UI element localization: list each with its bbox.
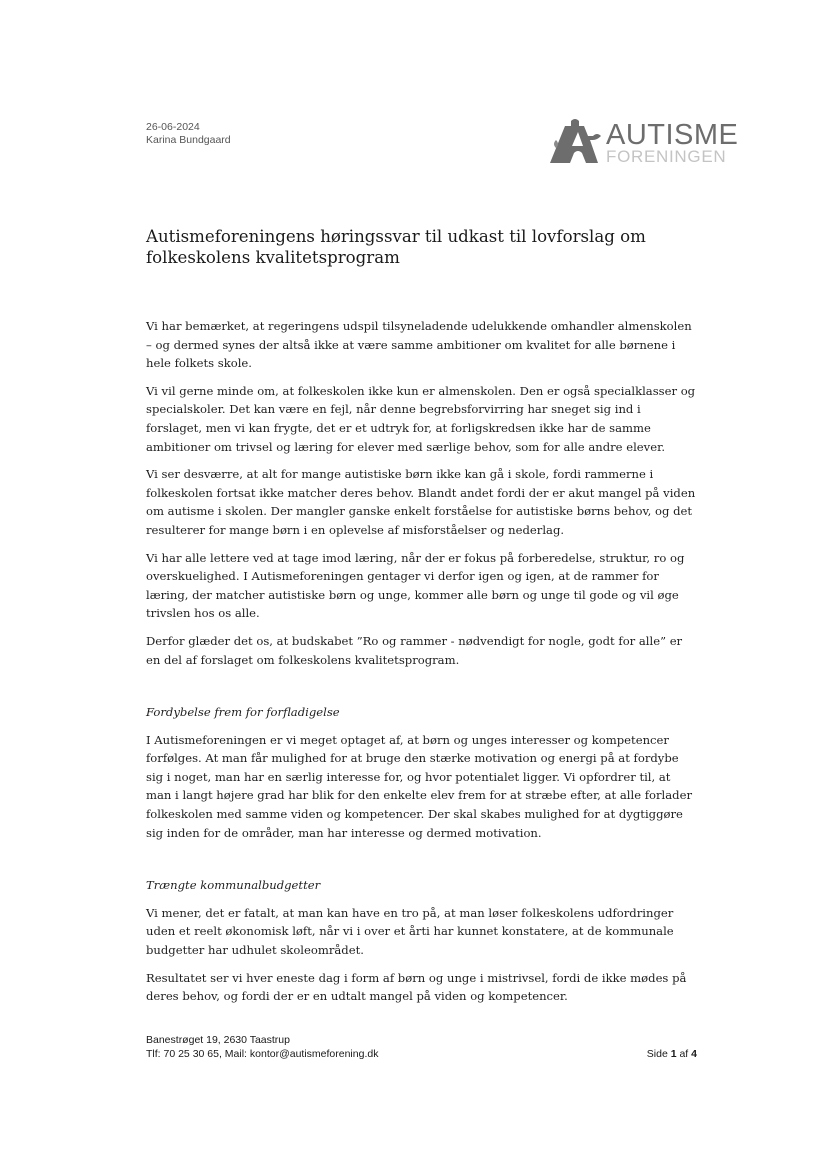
section-paragraph: Resultatet ser vi hver eneste dag i form af børn og unge i mistrivsel, fordi de ikke mødes på deres behov, og fordi der er en udtalt mangel på viden og kompetencer. <box>146 970 687 1004</box>
intro-paragraph: Vi ser desværre, at alt for mange autistiske børn ikke kan gå i skole, fordi rammerne i folkeskolen fortsat ikke matcher deres behov. Blandt andet fordi der er akut mangel på viden om autisme i skolen. Der mangler ganske enkelt forståelse for autistiske børns behov, og det resulterer for mange børn i en oplevelse af misforståelser og nederlag. <box>146 467 696 537</box>
section-paragraph: I Autismeforeningen er vi meget optaget af, at børn og unges interesser og kompetencer forfølges. At man får mulighed for at bruge den stærke motivation og energi på at fordybe sig i noget, man har en særlig interesse for, og hvor potentialet ligger. Vi opfordrer til, at man i langt højere grad har blik for den enkelte elev frem for at stræbe efter, at alle forlader folkeskolen med samme viden og kompetencer. Der skal skabes mulighed for at dygtiggøre sig inden for de områder, man har interesse og dermed motivation. <box>146 732 693 840</box>
footer-phone-mail: Tlf: 70 25 30 65, Mail: kontor@autismeforening.dk <box>146 1048 379 1060</box>
footer-address: Banestrøget 19, 2630 Taastrup <box>146 1034 290 1046</box>
page-number <box>647 1047 697 1061</box>
intro-paragraph: Vi har bemærket, at regeringens udspil tilsyneladende udelukkende omhandler almenskolen – og dermed synes der altså ikke at være samme ambitioner om kvalitet for alle børnene i hele folkets skole. <box>146 319 692 371</box>
intro-paragraph: Vi vil gerne minde om, at folkeskolen ikke kun er almenskolen. Den er også specialklasser og specialskoler. Det kan være en fejl, når denne begrebsforvirring har sneget sig ind i forslaget, men vi kan frygte, det er et udtryk for, at forligskredsen ikke har de samme ambitioner om trivsel og læring for elever med særlige behov, som for alle andre elever. <box>146 383 696 454</box>
document-meta <box>146 121 231 147</box>
footer-contact <box>146 1033 378 1061</box>
document-date: 26-06-2024 <box>146 121 200 133</box>
logo-word-autisme: AUTISME <box>606 119 739 151</box>
intro-paragraph: Vi har alle lettere ved at tage imod læring, når der er fokus på forberedelse, struktur, ro og overskuelighed. I Autismeforeningen gentager vi derfor igen og igen, at de rammer for læring, der matcher autistiske børn og unge, kommer alle børn og unge til gode og vil øge trivslen hos os alle. <box>146 550 685 621</box>
document-body <box>146 226 696 1015</box>
page-total: 4 <box>691 1048 697 1060</box>
logo-word-foreningen: FORENINGEN <box>606 147 727 166</box>
page-prefix: Side <box>646 1048 668 1060</box>
section-heading-fordybelse: Fordybelse frem for forfladigelse <box>146 705 340 720</box>
section-heading-kommunalbudgetter: Trængte kommunalbudgetter <box>146 878 321 893</box>
page-of: af <box>679 1048 689 1060</box>
document-title: Autismeforeningens høringssvar til udkast til lovforslag om folkeskolens kvalitetsprogram <box>146 227 646 267</box>
autismeforeningen-logo <box>548 118 738 170</box>
section-paragraph: Vi mener, det er fatalt, at man kan have en tro på, at man løser folkeskolens udfordringer uden et reelt økonomisk løft, når vi i over et årti har kunnet konstatere, at de kommunale budgetter har udhulet skoleområdet. <box>146 905 674 958</box>
page-current: 1 <box>670 1048 677 1060</box>
intro-paragraph: Derfor glæder det os, at budskabet ”Ro og rammer - nødvendigt for nogle, godt for alle” er en del af forslaget om folkeskolens kvalitetsprogram. <box>146 633 683 667</box>
puzzle-a-logo-icon <box>548 118 610 164</box>
document-author: Karina Bundgaard <box>146 134 231 146</box>
